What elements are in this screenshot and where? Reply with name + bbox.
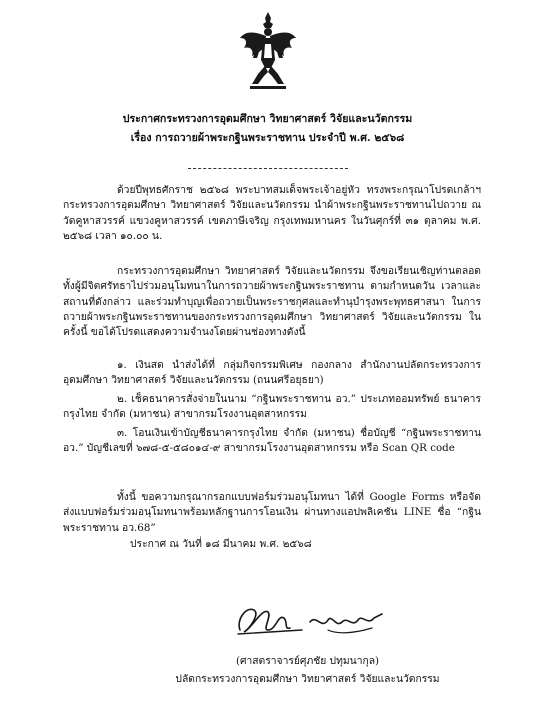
- paragraph-invitation-text: กระทรวงการอุดมศึกษา วิทยาศาสตร์ วิจัยและนวัตกรรม จึงขอเรียนเชิญท่านตลอดทั้งผู้มีจิตศรัทธาไปร่วมอนุโมทนาในการถวายผ้าพระกฐินพระราชทาน ตามกำหนดวัน เวลาและสถานที่ดังกล่าว และร่วมทำบุญเพื่อถวายเป็นพระราชกุศลและทำนุบำรุงพระพุทธศาสนา ในการถวายผ้าพระกฐินพระราชทานของกระทรวงการอุดมศึกษา วิทยาศาสตร์ วิจัยและนวัตกรรม ในครั้งนี้ ขอได้โปรดแสดงความจำนงโดยผ่านช่องทางดังนี้: [63, 265, 481, 339]
- signatory-name: (ศาสตราจารย์ศุภชัย ปทุมนากุล): [235, 655, 380, 667]
- paragraph-forms: [63, 490, 481, 536]
- paragraph-intro-text: ด้วยปีพุทธศักราช ๒๕๖๘ พระบาทสมเด็จพระเจ้าอยู่หัว ทรงพระกรุณาโปรดเกล้าฯ กระทรวงการอุดมศึกษา วิทยาศาสตร์ วิจัยและนวัตกรรม นำผ้าพระกฐินพระราชทานไปถวาย ณ วัดคูหาสวรรค์ แขวงคูหาสวรรค์ เขตภาษีเจริญ กรุงเทพมหานคร ในวันศุกร์ที่ ๓๑ ตุลาคม พ.ศ. ๒๕๖๘ เวลา ๑๐.๐๐ น.: [63, 184, 481, 242]
- handwritten-signature: [232, 600, 392, 640]
- paragraph-forms-text: ทั้งนี้ ขอความกรุณากรอกแบบฟอร์มร่วมอนุโมทนา ได้ที่ Google Forms หรือจัดส่งแบบฟอร์มร่วมอนุโมทนาพร้อมหลักฐานการโอนเงิน ผ่านทางแอปพลิเคชัน LINE ชื่อ “กฐินพระราชทาน อว.68”: [63, 491, 481, 534]
- donation-channel-cheque-text: ๒. เช็คธนาคารสั่งจ่ายในนาม “กฐินพระราชทาน อว.” ประเภทออมทรัพย์ ธนาคารกรุงไทย จำกัด (มหาชน) สาขากรมโรงงานอุตสาหกรรม: [63, 393, 481, 421]
- donation-channel-transfer-text: ๓. โอนเงินเข้าบัญชีธนาคารกรุงไทย จำกัด (มหาชน) ชื่อบัญชี “กฐินพระราชทาน อว.” บัญชีเลขที่ ๖๗๘-๕-๕๘๐๑๔-๙ สาขากรมโรงงานอุตสาหกรรม หรือ Scan QR code: [63, 427, 481, 455]
- paragraph-invitation: [63, 264, 481, 340]
- donation-channel-cash: [63, 358, 481, 389]
- announcement-subject: เรื่อง การถวายผ้าพระกฐินพระราชทาน ประจำปี พ.ศ. ๒๕๖๘: [130, 132, 405, 144]
- signatory-title: ปลัดกระทรวงการอุดมศึกษา วิทยาศาสตร์ วิจัยและนวัตกรรม: [175, 673, 440, 685]
- donation-channel-transfer: [63, 426, 481, 457]
- paragraph-intro: [63, 183, 481, 244]
- garuda-emblem-icon: [238, 10, 298, 92]
- announcement-title: ประกาศกระทรวงการอุดมศึกษา วิทยาศาสตร์ วิจัยและนวัตกรรม: [122, 113, 413, 125]
- donation-channel-cash-text: ๑. เงินสด นำส่งได้ที่ กลุ่มกิจกรรมพิเศษ กองกลาง สำนักงานปลัดกระทรวงการอุดมศึกษา วิทยาศาสตร์ วิจัยและนวัตกรรม (ถนนศรีอยุธยา): [63, 359, 481, 387]
- title-divider: [188, 168, 348, 169]
- announcement-date: ประกาศ ณ วันที่ ๑๘ มีนาคม พ.ศ. ๒๕๖๘: [130, 538, 312, 550]
- donation-channel-cheque: [63, 392, 481, 423]
